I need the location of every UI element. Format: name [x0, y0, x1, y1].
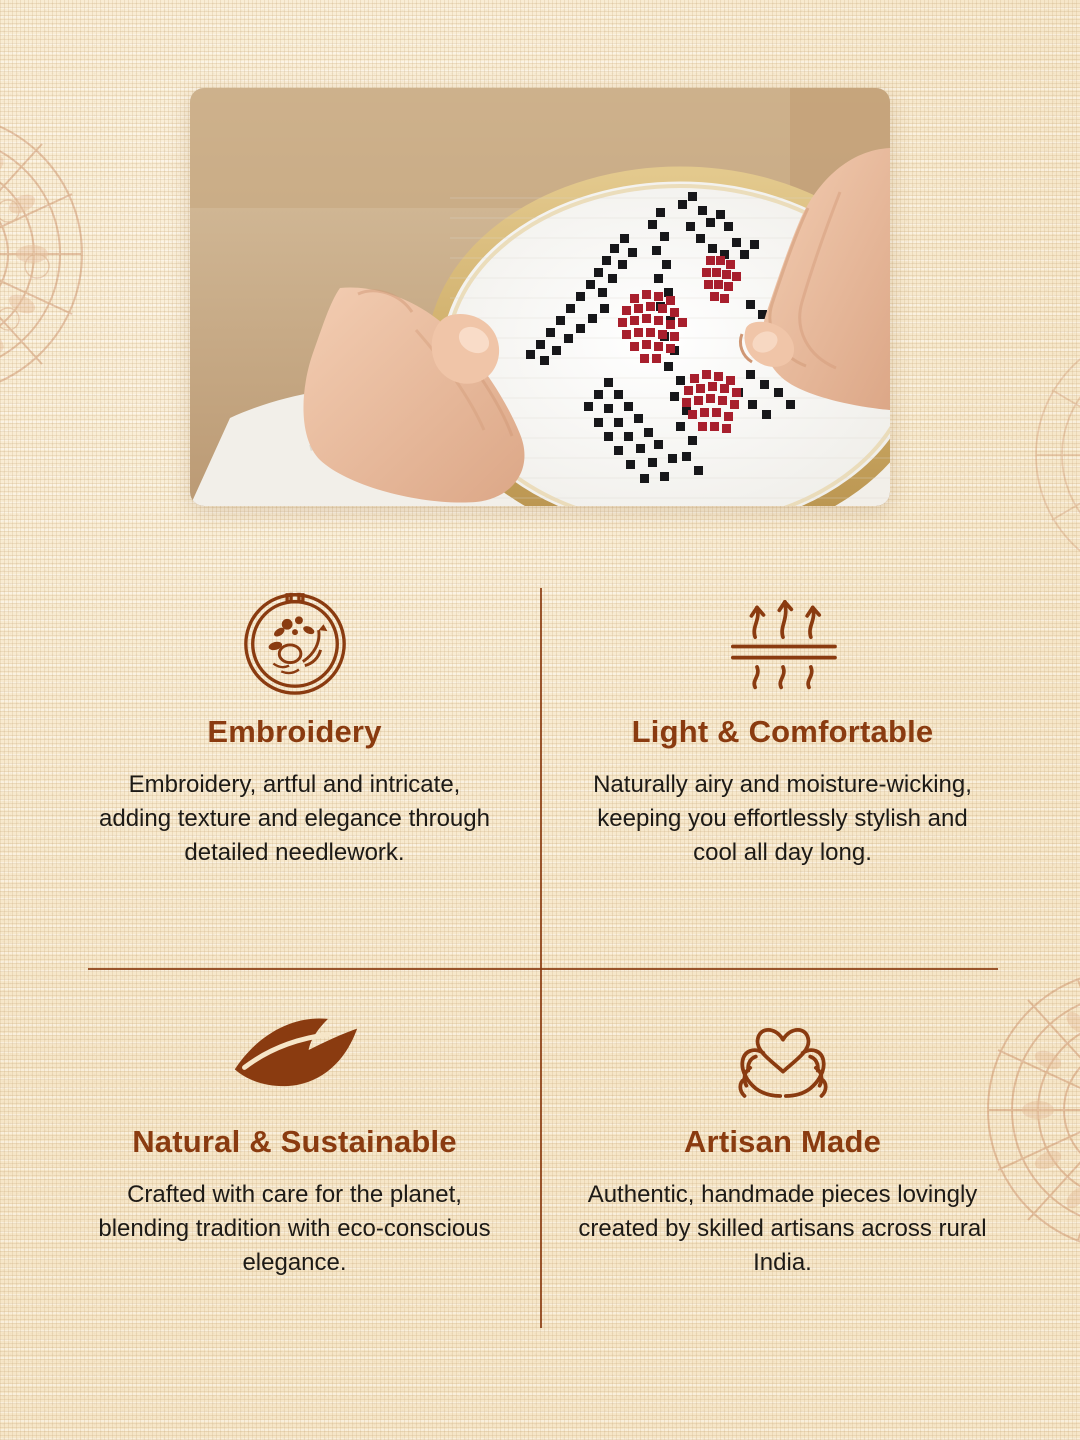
feature-description: Authentic, handmade pieces lovingly created by skilled artisans across rural India.: [578, 1181, 987, 1277]
embroidery-hoop-icon: [72, 580, 517, 700]
breathable-fabric-icon: [560, 580, 1005, 700]
hands-heart-icon: [560, 990, 1005, 1110]
grid-horizontal-divider: [88, 968, 998, 970]
embroidery-hoop-photo: [190, 88, 890, 506]
feature-card-light-comfortable: [560, 580, 1005, 870]
feature-grid: [60, 580, 1020, 1340]
grid-vertical-divider: [540, 588, 542, 1328]
feature-card-natural-sustainable: [72, 990, 517, 1280]
feature-description: Crafted with care for the planet, blending tradition with eco-conscious elegance.: [98, 1181, 491, 1277]
feature-description: Naturally airy and moisture-wicking, keeping you effortlessly stylish and cool all day long.: [593, 771, 972, 867]
feature-title: Embroidery: [207, 714, 382, 749]
feature-description: Embroidery, artful and intricate, adding texture and elegance through detailed needlework.: [99, 771, 490, 867]
leaf-icon: [72, 990, 517, 1110]
feature-title: Natural & Sustainable: [132, 1124, 457, 1159]
feature-card-artisan-made: [560, 990, 1005, 1280]
feature-title: Light & Comfortable: [631, 714, 934, 749]
feature-title: Artisan Made: [683, 1124, 882, 1159]
feature-card-embroidery: [72, 580, 517, 870]
